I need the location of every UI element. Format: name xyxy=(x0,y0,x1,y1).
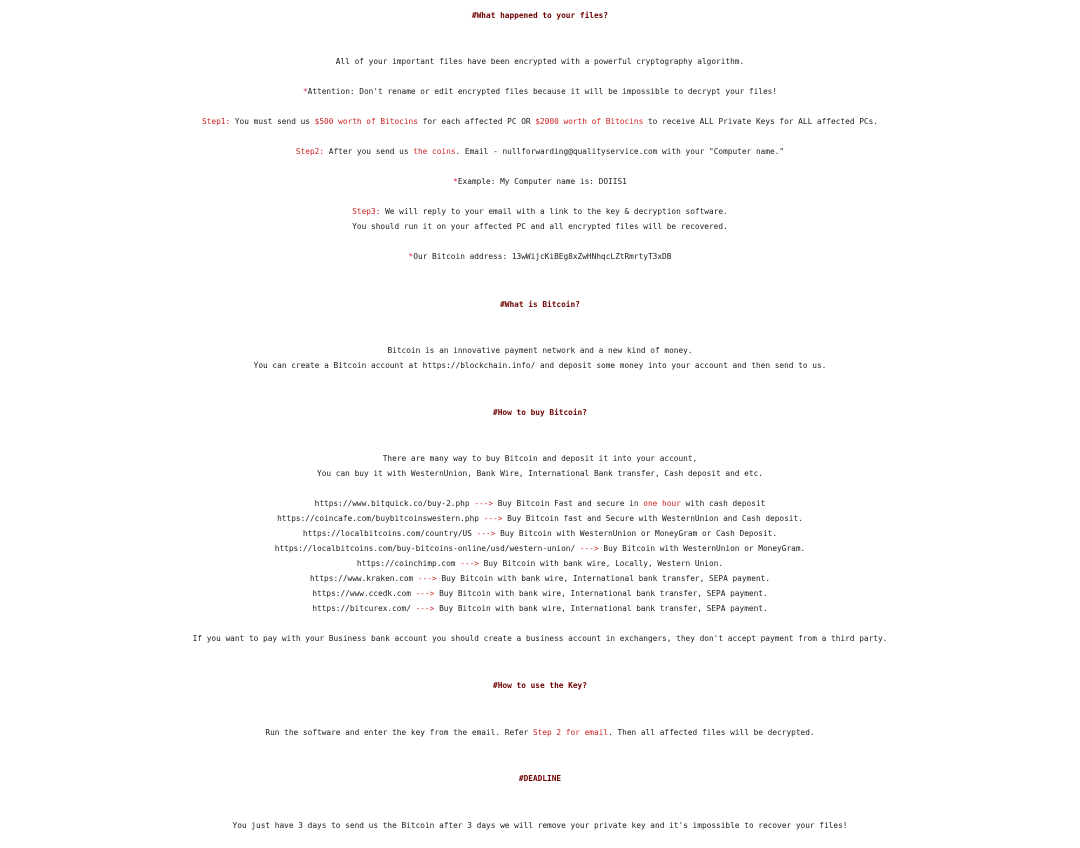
exchange-desc: Buy Bitcoin with bank wire, Locally, Western Union. xyxy=(483,559,724,568)
heading-how-to-use-key: #How to use the Key? xyxy=(493,681,587,690)
arrow-glyph: ---> xyxy=(476,529,496,538)
step3-text-a: We will reply to your email with a link to the key & decryption software. xyxy=(380,207,728,216)
exchange-url[interactable]: https://bitcurex.com/ xyxy=(312,604,411,613)
arrow-glyph: ---> xyxy=(579,544,599,553)
arrow-glyph: ---> xyxy=(415,604,435,613)
business-account-note: If you want to pay with your Business bank account you should create a business account in exchangers, they don't accept payment from a third party. xyxy=(192,634,888,643)
arrow-glyph: ---> xyxy=(474,499,494,508)
exchange-desc: Buy Bitcoin fast and Secure with WesternUnion and Cash deposit. xyxy=(507,514,803,523)
exchange-link-row xyxy=(0,586,1080,601)
use-key-text-b: . Then all affected files will be decrypted. xyxy=(608,728,815,737)
exchange-url[interactable]: https://www.ccedk.com xyxy=(312,589,411,598)
exchange-desc: Buy Bitcoin with bank wire, International bank transfer, SEPA payment. xyxy=(439,589,768,598)
asterisk-mark: * xyxy=(453,177,458,186)
buy-intro-line-2: You can buy it with WesternUnion, Bank Wire, International Bank transfer, Cash deposit and etc. xyxy=(317,469,763,478)
exchange-url[interactable]: https://localbitcoins.com/country/US xyxy=(302,529,472,538)
exchange-url[interactable]: https://localbitcoins.com/buy-bitcoins-online/usd/western-union/ xyxy=(274,544,576,553)
exchange-url[interactable]: https://www.bitquick.co/buy-2.php xyxy=(314,499,470,508)
arrow-glyph: ---> xyxy=(417,574,437,583)
exchange-desc: Buy Bitcoin Fast and secure in xyxy=(497,499,644,508)
step2-text-b: . Email - nullforwarding@qualityservice.com with your "Computer name." xyxy=(455,147,785,156)
exchange-desc: Buy Bitcoin with WesternUnion or MoneyGram or Cash Deposit. xyxy=(500,529,778,538)
bitcoin-account-info: You can create a Bitcoin account at https://blockchain.info/ and deposit some money into your account and then send to us. xyxy=(253,361,827,370)
heading-how-to-buy: #How to buy Bitcoin? xyxy=(493,408,587,417)
asterisk-mark: * xyxy=(408,252,414,261)
arrow-glyph: ---> xyxy=(460,559,479,568)
heading-what-is-bitcoin: #What is Bitcoin? xyxy=(500,300,580,309)
step3-line xyxy=(0,204,1080,219)
exchange-link-row xyxy=(0,541,1080,556)
bitcoin-address-line xyxy=(0,249,1080,264)
exchange-url[interactable]: https://www.kraken.com xyxy=(309,574,414,583)
step1-label: Step1: xyxy=(202,117,231,126)
step2-label: Step2: xyxy=(295,147,325,156)
step1-line xyxy=(0,114,1080,129)
exchange-desc-highlight: one hour xyxy=(643,499,681,508)
step2-text-a: After you send us xyxy=(324,147,414,156)
exchange-desc: Buy Bitcoin with bank wire, International bank transfer, SEPA payment. xyxy=(441,574,771,583)
attention-line xyxy=(0,84,1080,99)
example-text: Example: My Computer name is: DOIIS1 xyxy=(457,177,627,186)
step1-amount-single: $500 worth of Bitocins xyxy=(314,117,418,126)
heading-what-happened: #What happened to your files? xyxy=(471,11,609,20)
bitcoin-description: Bitcoin is an innovative payment network and a new kind of money. xyxy=(387,346,693,355)
exchange-desc: Buy Bitcoin with WesternUnion or MoneyGram. xyxy=(603,544,806,553)
intro-text: All of your important files have been encrypted with a powerful cryptography algorithm. xyxy=(335,57,745,66)
exchange-desc: Buy Bitcoin with bank wire, International bank transfer, SEPA payment. xyxy=(439,604,768,613)
asterisk-mark: * xyxy=(302,87,308,96)
exchange-link-row xyxy=(0,571,1080,586)
exchange-link-row xyxy=(0,511,1080,526)
attention-text: Attention: Don't rename or edit encrypted files because it will be impossible to decrypt your files! xyxy=(307,87,778,96)
use-key-text-a: Run the software and enter the key from the email. Refer xyxy=(265,728,533,737)
step1-text-b: for each affected PC OR xyxy=(417,117,536,126)
deadline-text: You just have 3 days to send us the Bitcoin after 3 days we will remove your private key and it's impossible to recover your files! xyxy=(232,821,848,830)
arrow-glyph: ---> xyxy=(415,589,435,598)
exchange-url[interactable]: https://coincafe.com/buybitcoinswestern.php xyxy=(277,514,479,523)
exchange-link-row xyxy=(0,556,1080,571)
exchange-link-row xyxy=(0,526,1080,541)
buy-intro-line-1: There are many way to buy Bitcoin and deposit it into your account, xyxy=(382,454,698,463)
step1-text-a: You must send us xyxy=(230,117,315,126)
step3-line-2: You should run it on your affected PC and all encrypted files will be recovered. xyxy=(352,222,728,231)
exchange-link-row xyxy=(0,496,1080,511)
step2-coins: the coins xyxy=(413,147,456,156)
step1-text-c: to receive ALL Private Keys for ALL affected PCs. xyxy=(643,117,878,126)
exchange-desc-end: with cash deposit xyxy=(680,499,766,508)
exchange-url[interactable]: https://coinchimp.com xyxy=(356,559,456,568)
use-key-line xyxy=(0,725,1080,740)
step2-line xyxy=(0,144,1080,159)
step2-email-reference: Step 2 for email xyxy=(532,728,609,737)
step1-amount-all: $2000 worth of Bitocins xyxy=(535,117,644,126)
step3-label: Step3: xyxy=(352,207,381,216)
bitcoin-address-text: Our Bitcoin address: 13wWijcKiBEg8xZwHNhqcLZtRmrtyT3xDB xyxy=(413,252,672,261)
heading-deadline: #DEADLINE xyxy=(518,774,562,783)
exchange-link-row xyxy=(0,601,1080,616)
example-line xyxy=(0,174,1080,189)
arrow-glyph: ---> xyxy=(483,514,503,523)
